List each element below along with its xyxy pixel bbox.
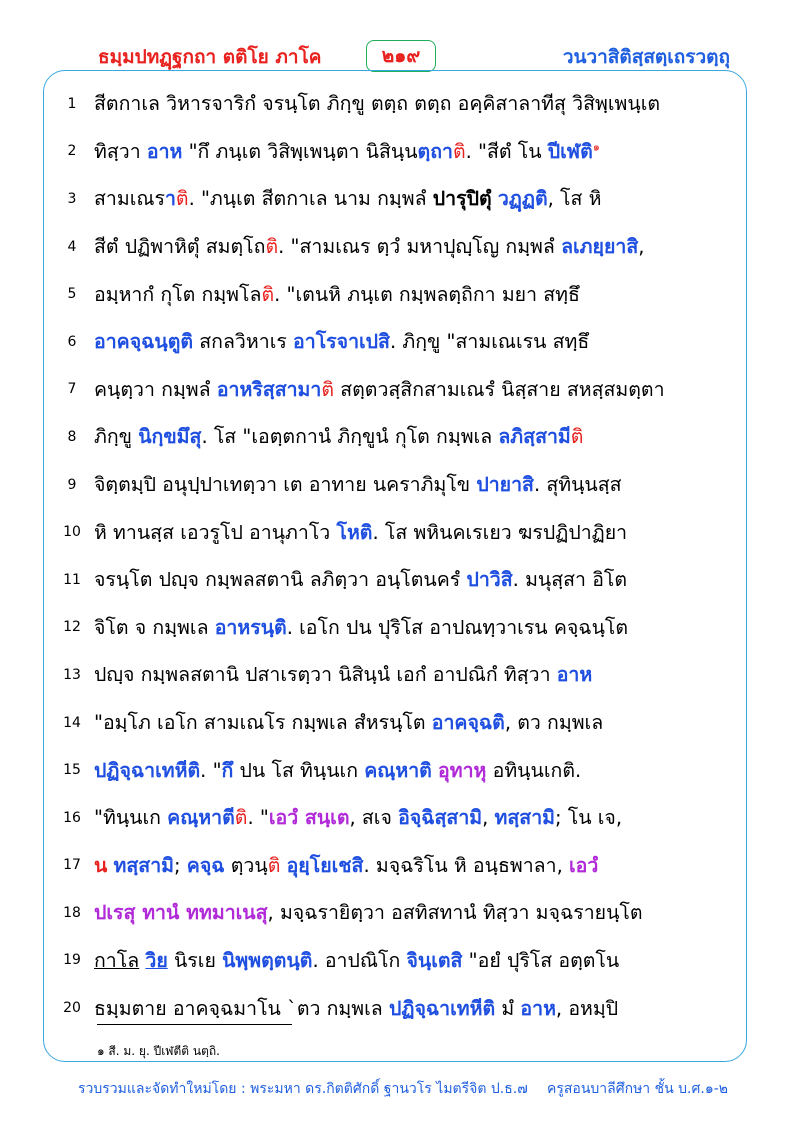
- line-number: 16: [63, 809, 81, 826]
- line-text: [94, 374, 730, 405]
- line-text: [94, 707, 730, 738]
- line-number: 6: [67, 333, 77, 350]
- text-segment: . มจฺฉริโน หิ อนฺธพาลา,: [363, 853, 569, 877]
- text-segment: ติ: [175, 187, 189, 211]
- text-segment: ติ: [452, 139, 466, 163]
- line-number: 13: [63, 666, 81, 683]
- line-text: [94, 945, 730, 976]
- text-line: [50, 604, 730, 652]
- text-line: [50, 842, 730, 890]
- line-number: 1: [67, 95, 77, 112]
- text-segment: , โส หิ: [547, 187, 602, 211]
- text-segment: ปฏิจฺฉาเทหีติ: [388, 996, 496, 1020]
- text-segment: เอวํ สนฺเต: [268, 806, 350, 830]
- text-segment: ติ: [265, 235, 279, 259]
- text-segment: ทสฺสามิ: [113, 853, 175, 877]
- text-segment: . อาปณิโก: [312, 948, 407, 972]
- line-text: [94, 993, 730, 1024]
- text-line: [50, 556, 730, 604]
- text-segment: อาโรจาเปสิ: [293, 330, 390, 354]
- line-number: 12: [63, 619, 81, 636]
- text-segment: อาหรนฺติ: [214, 615, 287, 639]
- line-number: 15: [63, 762, 81, 779]
- text-segment: ; โน เจ,: [555, 806, 623, 830]
- text-segment: , ตว กมฺพเล: [504, 711, 604, 735]
- text-segment: , มจฺฉรายิตฺวา อสทิสทานํ ทิสฺวา มจฺฉรายนฺโต: [267, 901, 643, 925]
- text-segment: อุยฺโยเชสิ: [286, 853, 364, 877]
- page-footer: [78, 1078, 728, 1100]
- text-line: [50, 318, 730, 366]
- text-segment: คณฺหาตี: [167, 806, 235, 830]
- text-segment: ปน โส ทินฺนเก: [233, 758, 365, 782]
- text-segment: . ": [200, 758, 222, 782]
- text-segment: ปญฺจ กมฺพลสตานิ ปสาเรตฺวา นิสินฺนํ เอกํ อาปณิกํ ทิสฺวา: [94, 663, 557, 687]
- text-segment: มํ: [495, 996, 521, 1020]
- text-segment: จรนฺโต ปญฺจ กมฺพลสตานิ ลภิตฺวา อนฺโตนครํ: [94, 568, 467, 592]
- text-segment: อาคจฺฉติ: [431, 711, 505, 735]
- text-segment: เอวํ: [568, 853, 599, 877]
- text-segment: คนฺตฺวา กมฺพลํ: [94, 377, 217, 401]
- text-segment: อาห: [556, 663, 593, 687]
- text-line: [50, 794, 730, 842]
- text-segment: คจฺฉ: [186, 853, 225, 877]
- text-segment: สีตกาเล วิหารจาริกํ จรนฺโต ภิกฺขู ตตฺถ ตตฺถ อคฺคิสาลาทีสุ วิสิพฺเพนฺเต: [94, 92, 661, 116]
- footnote-marker: ๑: [592, 140, 600, 154]
- footnote-divider: [97, 1024, 292, 1025]
- text-segment: "อมฺโภ เอโก สามเณโร กมฺพเล สํหรนฺโต: [94, 711, 432, 735]
- text-segment: . เอโก ปน ปุริโส อาปณทฺวาเรน คจฺฉนฺโต: [286, 615, 629, 639]
- text-line: [50, 366, 730, 414]
- line-number: 18: [63, 904, 81, 921]
- footnote: ๑ สี. ม. ยุ. ปีเฬตีติ นตฺถิ.: [97, 1044, 220, 1058]
- text-segment: ;: [174, 853, 187, 877]
- text-segment: น: [94, 853, 108, 877]
- line-text: [94, 897, 730, 928]
- line-number: 4: [67, 238, 77, 255]
- body-text: [50, 80, 730, 1032]
- text-segment: "อยํ ปุริโส อตฺตโน: [462, 948, 620, 972]
- line-text: [94, 279, 730, 310]
- text-segment: . โส "เอตฺตกานํ ภิกฺขูนํ กุโต กมฺพเล: [201, 425, 499, 449]
- text-line: [50, 746, 730, 794]
- text-segment: . สุทินฺนสฺส: [533, 473, 622, 497]
- text-line: [50, 508, 730, 556]
- text-segment: วฏฺฏติ: [497, 187, 548, 211]
- line-text: [94, 517, 730, 548]
- section-title: วนวาสิติสฺสตฺเถรวตฺถุ: [562, 46, 730, 68]
- text-segment: นิพฺพตฺตนฺติ: [222, 948, 313, 972]
- line-number: 7: [67, 381, 77, 398]
- text-segment: . "สามเณร ตฺวํ มหาปุญฺโญ กมฺพลํ: [278, 235, 562, 259]
- line-text: [94, 755, 730, 786]
- text-line: [50, 128, 730, 176]
- line-text: [94, 326, 730, 357]
- text-segment: สตฺตวสฺสิกสามเณรํ นิสฺสาย สหสฺสมตฺตา: [334, 377, 665, 401]
- text-segment: วิย: [145, 948, 168, 972]
- page-number: ๒๑๙: [366, 40, 436, 72]
- text-segment: จิตฺตมฺปิ อนุปฺปาเทตฺวา เต อาทาย นคราภิมุโข: [94, 473, 477, 497]
- text-segment: ปีเฬติ: [547, 139, 593, 163]
- text-segment: อทินฺนเกติ.: [486, 758, 582, 782]
- line-text: [94, 659, 730, 690]
- text-segment: "ทินฺนเก: [94, 806, 168, 830]
- text-segment: สีตํ ปฏิพาหิตุํ สมตฺโถ: [94, 235, 266, 259]
- text-segment: ลภิสฺสามี: [498, 425, 571, 449]
- text-line: [50, 651, 730, 699]
- text-segment: อมฺหากํ กุโต กมฺพโล: [94, 282, 262, 306]
- text-line: [50, 175, 730, 223]
- text-segment: อาห: [146, 139, 183, 163]
- text-line: [50, 223, 730, 271]
- text-segment: ทิสฺวา: [94, 139, 147, 163]
- text-segment: อุทาหุ: [438, 758, 487, 782]
- text-segment: ตฺวนฺ: [224, 853, 268, 877]
- line-text: [94, 850, 730, 881]
- text-segment: สกลวิหาเร: [193, 330, 294, 354]
- line-text: [94, 183, 730, 214]
- line-number: 14: [63, 714, 81, 731]
- line-text: [94, 802, 730, 833]
- line-text: [94, 421, 730, 452]
- text-segment: คณฺหาติ: [364, 758, 432, 782]
- line-text: [94, 612, 730, 643]
- text-segment: ติ: [321, 377, 335, 401]
- text-segment: า: [164, 187, 176, 211]
- line-number: 19: [63, 952, 81, 969]
- line-text: [94, 231, 730, 262]
- text-segment: ปาวิสิ: [466, 568, 513, 592]
- text-segment: นิรเย: [167, 948, 223, 972]
- line-number: 9: [67, 476, 77, 493]
- text-segment: นิกฺขมึสุ: [138, 425, 202, 449]
- line-text: [94, 564, 730, 595]
- text-line: [50, 699, 730, 747]
- text-segment: จิโต จ กมฺพเล: [94, 615, 215, 639]
- line-number: 11: [63, 571, 81, 588]
- text-segment: ปารุปิตุํ: [432, 187, 492, 211]
- line-number: 3: [67, 190, 77, 207]
- text-segment: . โส พหินคเรเยว ฆรปฏิปาฏิยา: [372, 520, 628, 544]
- text-segment: ติ: [570, 425, 584, 449]
- footer-compiler: รวบรวมและจัดทำใหม่โดย : พระมหา ดร.กิตติศักดิ์ ฐานวโร ไมตรีจิต ป.ธ.๗: [78, 1081, 528, 1097]
- footer-course: ครูสอนบาลีศึกษา ชั้น บ.ศ.๑-๒: [546, 1081, 728, 1097]
- text-segment: ปฏิจฺฉาเทหีติ: [94, 758, 201, 782]
- text-segment: "กึ ภนฺเต วิสิพฺเพนฺตา นิสินฺน: [182, 139, 418, 163]
- text-segment: . ภิกฺขู "สามเณเรน สทฺธึ: [389, 330, 590, 354]
- line-text: [94, 469, 730, 500]
- line-number: 10: [63, 524, 81, 541]
- text-segment: , สเจ: [349, 806, 399, 830]
- text-segment: ปายาสิ: [476, 473, 534, 497]
- text-segment: . มนุสฺสา อิโต: [512, 568, 628, 592]
- line-number: 5: [67, 286, 77, 303]
- text-segment: ติ: [234, 806, 248, 830]
- text-segment: อิจฺฉิสฺสามิ: [398, 806, 483, 830]
- text-line: [50, 937, 730, 985]
- text-line: [50, 889, 730, 937]
- text-segment: จินฺเตสิ: [406, 948, 463, 972]
- text-segment: ติ: [267, 853, 281, 877]
- book-title: ธมฺมปทฏฺฐกถา ตติโย ภาโค: [98, 46, 322, 68]
- text-segment: อาห: [520, 996, 556, 1020]
- text-segment: , อหมฺปิ: [555, 996, 619, 1020]
- text-segment: ,: [482, 806, 495, 830]
- text-segment: . "สีตํ โน: [465, 139, 548, 163]
- text-segment: ปเรสุ ทานํ ททมาเนสุ: [94, 901, 268, 925]
- text-segment: ทสฺสามิ: [494, 806, 555, 830]
- text-segment: ติ: [261, 282, 275, 306]
- line-number: 2: [67, 143, 77, 160]
- text-segment: . "ภนฺเต สีตกาเล นาม กมฺพลํ: [188, 187, 433, 211]
- text-line: [50, 270, 730, 318]
- text-segment: กึ: [221, 758, 234, 782]
- line-text: [94, 88, 730, 119]
- text-segment: ตฺถา: [417, 139, 453, 163]
- text-segment: หิ ทานสฺส เอวรูโป อานุภาโว: [94, 520, 337, 544]
- text-segment: กาโล: [94, 948, 140, 972]
- line-number: 20: [63, 1000, 81, 1017]
- text-segment: . "เตนหิ ภนฺเต กมฺพลตฺถิกา มยา สทฺธึ: [274, 282, 580, 306]
- text-segment: อาคจฺฉนฺตูติ: [94, 330, 194, 354]
- text-line: [50, 413, 730, 461]
- text-segment: โหติ: [336, 520, 373, 544]
- text-line: [50, 461, 730, 509]
- text-segment: ลเภยฺยาสิ: [561, 235, 639, 259]
- text-segment: ภิกฺขู: [94, 425, 139, 449]
- line-text: [94, 136, 730, 167]
- text-segment: ,: [638, 235, 645, 259]
- text-segment: . ": [247, 806, 269, 830]
- text-segment: อาหริสฺสามา: [216, 377, 322, 401]
- text-line: [50, 80, 730, 128]
- line-number: 8: [67, 428, 77, 445]
- text-segment: สามเณร: [94, 187, 165, 211]
- text-segment: ธมฺมตาย อาคจฺฉมาโน `ตว กมฺพเล: [94, 996, 389, 1020]
- line-number: 17: [63, 857, 81, 874]
